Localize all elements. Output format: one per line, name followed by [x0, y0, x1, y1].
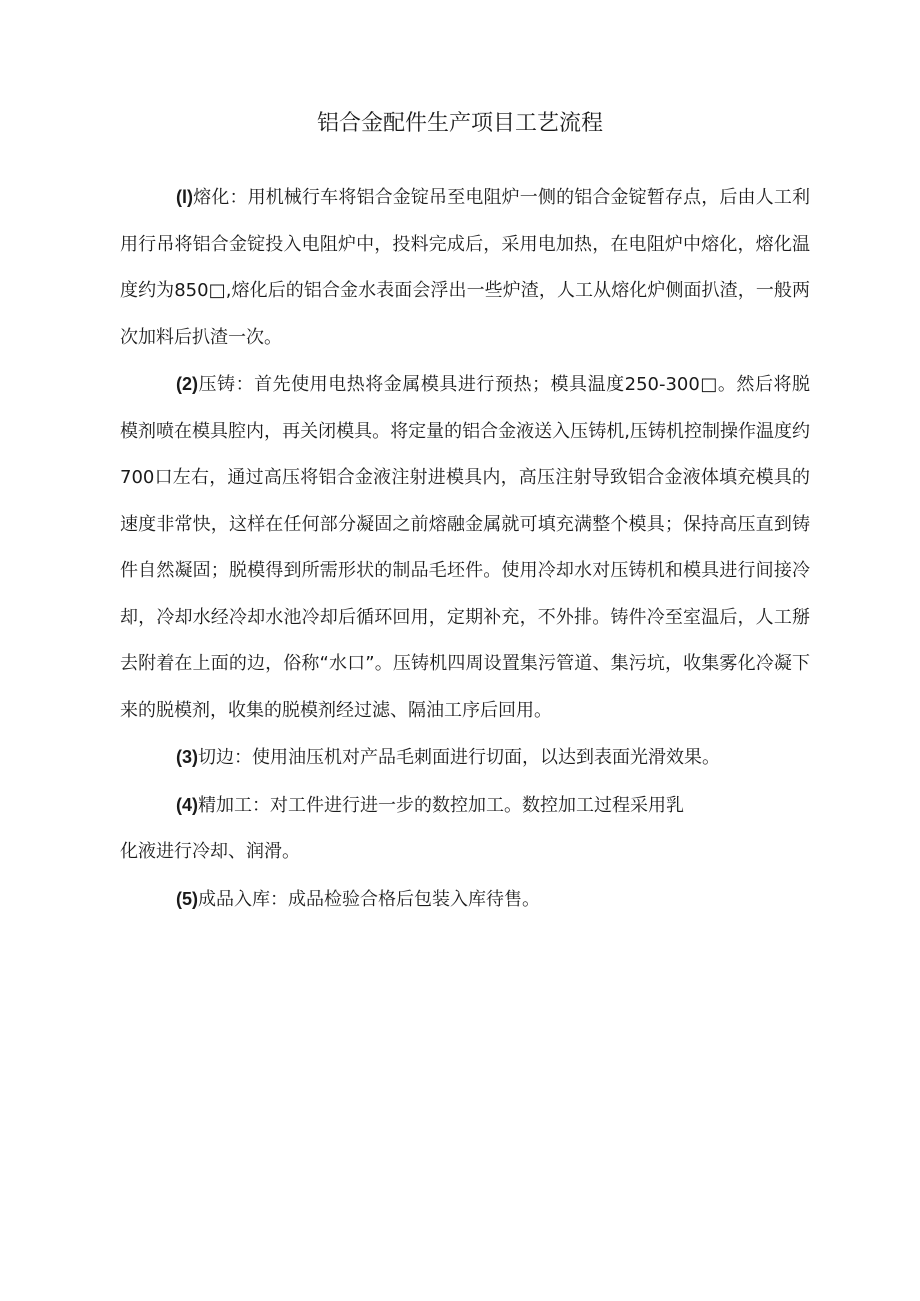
section-trimming: [120, 734, 810, 782]
section-storage: [120, 876, 810, 924]
section-finishing: [120, 782, 810, 830]
section-text: 精加工：对工件进行进一步的数控加工。数控加工过程采用乳: [198, 794, 684, 816]
section-melting: [120, 174, 810, 361]
section-text: 切边：使用油压机对产品毛刺面进行切面，以达到表面光滑效果。: [198, 747, 720, 768]
section-text: 成品入库：成品检验合格后包装入库待售。: [198, 888, 540, 910]
section-number: (3): [176, 747, 198, 767]
section-number: (2): [176, 374, 198, 394]
section-number: (4): [176, 794, 198, 815]
document-body: [120, 174, 810, 923]
document-title: 铝合金配件生产项目工艺流程: [316, 111, 603, 136]
section-number: (5): [176, 888, 198, 909]
section-text: 压铸：首先使用电热将金属模具进行预热；模具温度250-300□。然后将脱模剂喷在模具腔内，再关闭模具。将定量的铝合金液送入压铸机,压铸机控制操作温度约700口左右，通过高压将铝合金液注射进模具内，高压注射导致铝合金液体填充模具的速度非常快，这样在任何部分凝固之前熔融金属就可填充满整个模具；保持高压直到铸件自然凝固；脱模得到所需形状的制品毛坯件。使用冷却水对压铸机和模具进行间接冷却，冷却水经冷却水池冷却后循环回用，定期补充，不外排。铸件冷至室温后，人工掰去附着在上面的边，俗称“水口”。压铸机四周设置集污管道、集污坑，收集雾化冷凝下来的脱模剂，收集的脱模剂经过滤、隔油工序后回用。: [120, 374, 810, 721]
section-die-casting: [120, 361, 810, 734]
section-number: (l): [176, 187, 193, 207]
section-text: 化液进行冷却、润滑。: [120, 841, 300, 862]
section-text: 熔化：用机械行车将铝合金锭吊至电阻炉一侧的铝合金锭暂存点，后由人工利用行吊将铝合金锭投入电阻炉中，投料完成后，采用电加热，在电阻炉中熔化，熔化温度约为850□,熔化后的铝合金水表面会浮出一些炉渣，人工从熔化炉侧面扒渣，一般两次加料后扒渣一次。: [120, 187, 810, 348]
section-finishing-continuation: [120, 829, 810, 876]
